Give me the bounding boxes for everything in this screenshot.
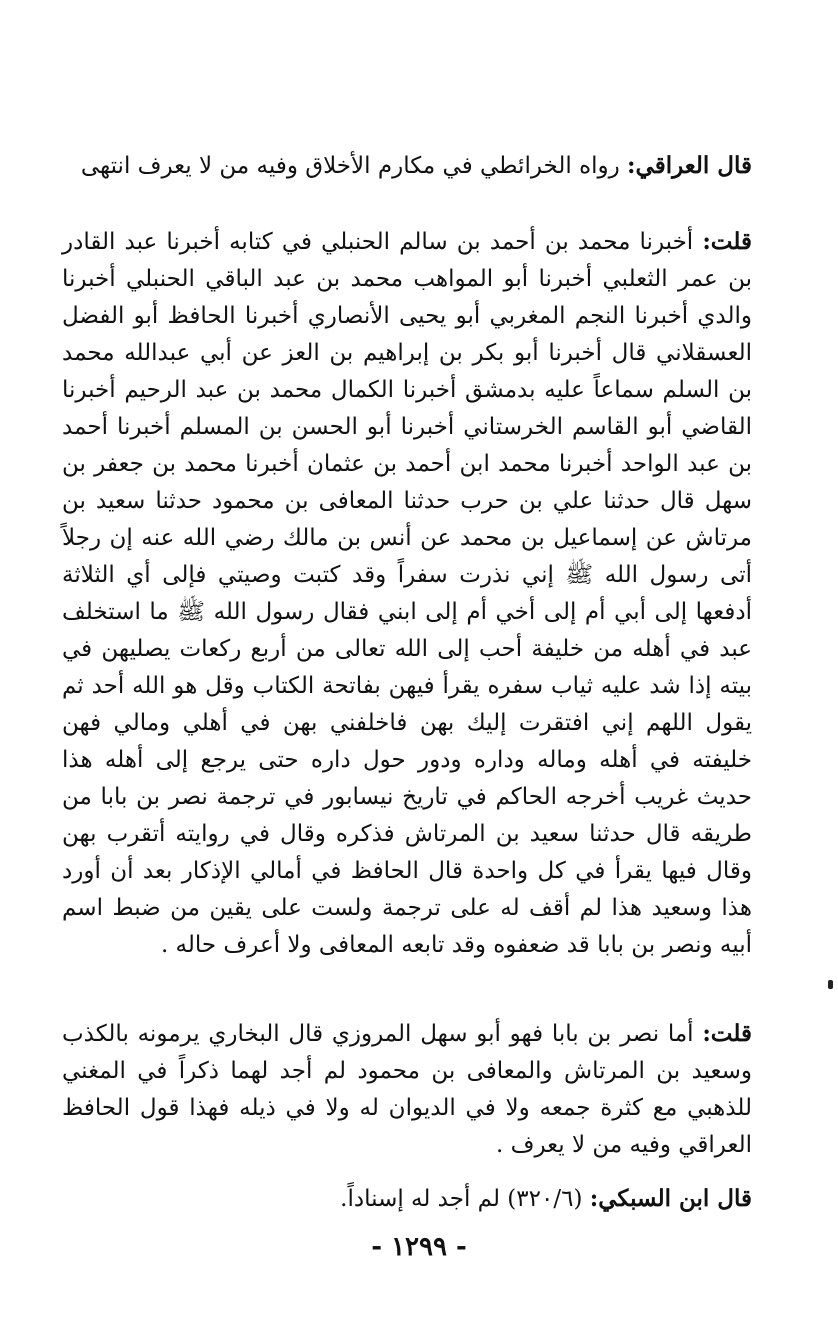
paragraph-isnad: [62, 223, 752, 964]
paragraph-text: (٣٢٠/٦) لم أجد له إسناداً.: [340, 1186, 590, 1212]
paragraph-commentary: [62, 1015, 752, 1164]
speaker-label: قال العراقي:: [627, 152, 752, 179]
speaker-label: قلت:: [702, 1020, 752, 1047]
speaker-label: قلت:: [702, 228, 752, 255]
paragraph-text: أخبرنا محمد بن أحمد بن سالم الحنبلي في كتابه أخبرنا عبد القادر بن عمر الثعلبي أخبرنا أبو المواهب محمد بن عبد الباقي الحنبلي أخبرنا والدي أخبرنا النجم المغربي أبو يحيى الأنصاري أخبرنا الحافظ أبو الفضل العسقلاني قال أخبرنا أبو بكر بن إبراهيم بن العز عن أبي عبدالله محمد بن السلم سماعاً عليه بدمشق أخبرنا الكمال محمد بن عبد الرحيم أخبرنا القاضي أبو القاسم الخرستاني أخبرنا أبو الحسن بن المسلم أخبرنا أحمد بن عبد الواحد أخبرنا محمد ابن أحمد بن عثمان أخبرنا محمد بن جعفر بن سهل قال حدثنا علي بن حرب حدثنا المعافى بن محمود حدثنا سعيد بن مرتاش عن إسماعيل بن محمد عن أنس بن مالك رضي الله عنه إن رجلاً أتى رسول الله ﷺ إني نذرت سفراً وقد كتبت وصيتي فإلى أي الثلاثة أدفعها إلى أبي أم إلى أخي أم إلى ابني فقال رسول الله ﷺ ما استخلف عبد في أهله من خليفة أحب إلى الله تعالى من أربع ركعات يصليهن في بيته إذا شد عليه ثياب سفره يقرأ فيهن بفاتحة الكتاب وقل هو الله أحد ثم يقول اللهم إني افتقرت إليك بهن فاخلفني بهن في أهلي ومالي فهن خليفته في أهله وماله وداره ودور حول داره حتى يرجع إلى أهله هذا حديث غريب أخرجه الحاكم في تاريخ نيسابور في ترجمة نصر بن بابا من طريقه قال حدثنا سعيد بن المرتاش فذكره وقال في روايته أتقرب بهن وقال فيها يقرأ في كل واحدة قال الحافظ في أمالي الإذكار بعد أن أورد هذا وسعيد هذا لم أقف له على ترجمة ولست على يقين من ضبط اسم أبيه ونصر بن بابا قد ضعفوه وقد تابعه المعافى ولا أعرف حاله .: [62, 229, 752, 958]
paragraph-text: أما نصر بن بابا فهو أبو سهل المروزي قال البخاري يرمونه بالكذب وسعيد بن المرتاش والمعافى بن محمود لم أجد لهما ذكراً في المغني للذهبي مع كثرة جمعه ولا في الديوان له ولا في ذيله فهذا قول الحافظ العراقي وفيه من لا يعرف .: [62, 1021, 752, 1158]
page-number: - ١٢٩٩ -: [371, 1232, 467, 1262]
speaker-label: قال ابن السبكي:: [589, 1185, 752, 1212]
paragraph-text: رواه الخرائطي في مكارم الأخلاق وفيه من لا يعرف انتهى: [80, 153, 628, 179]
paragraph-subki: [62, 1180, 752, 1218]
scan-speck: [828, 980, 833, 989]
paragraph-iraqi: [62, 147, 752, 185]
